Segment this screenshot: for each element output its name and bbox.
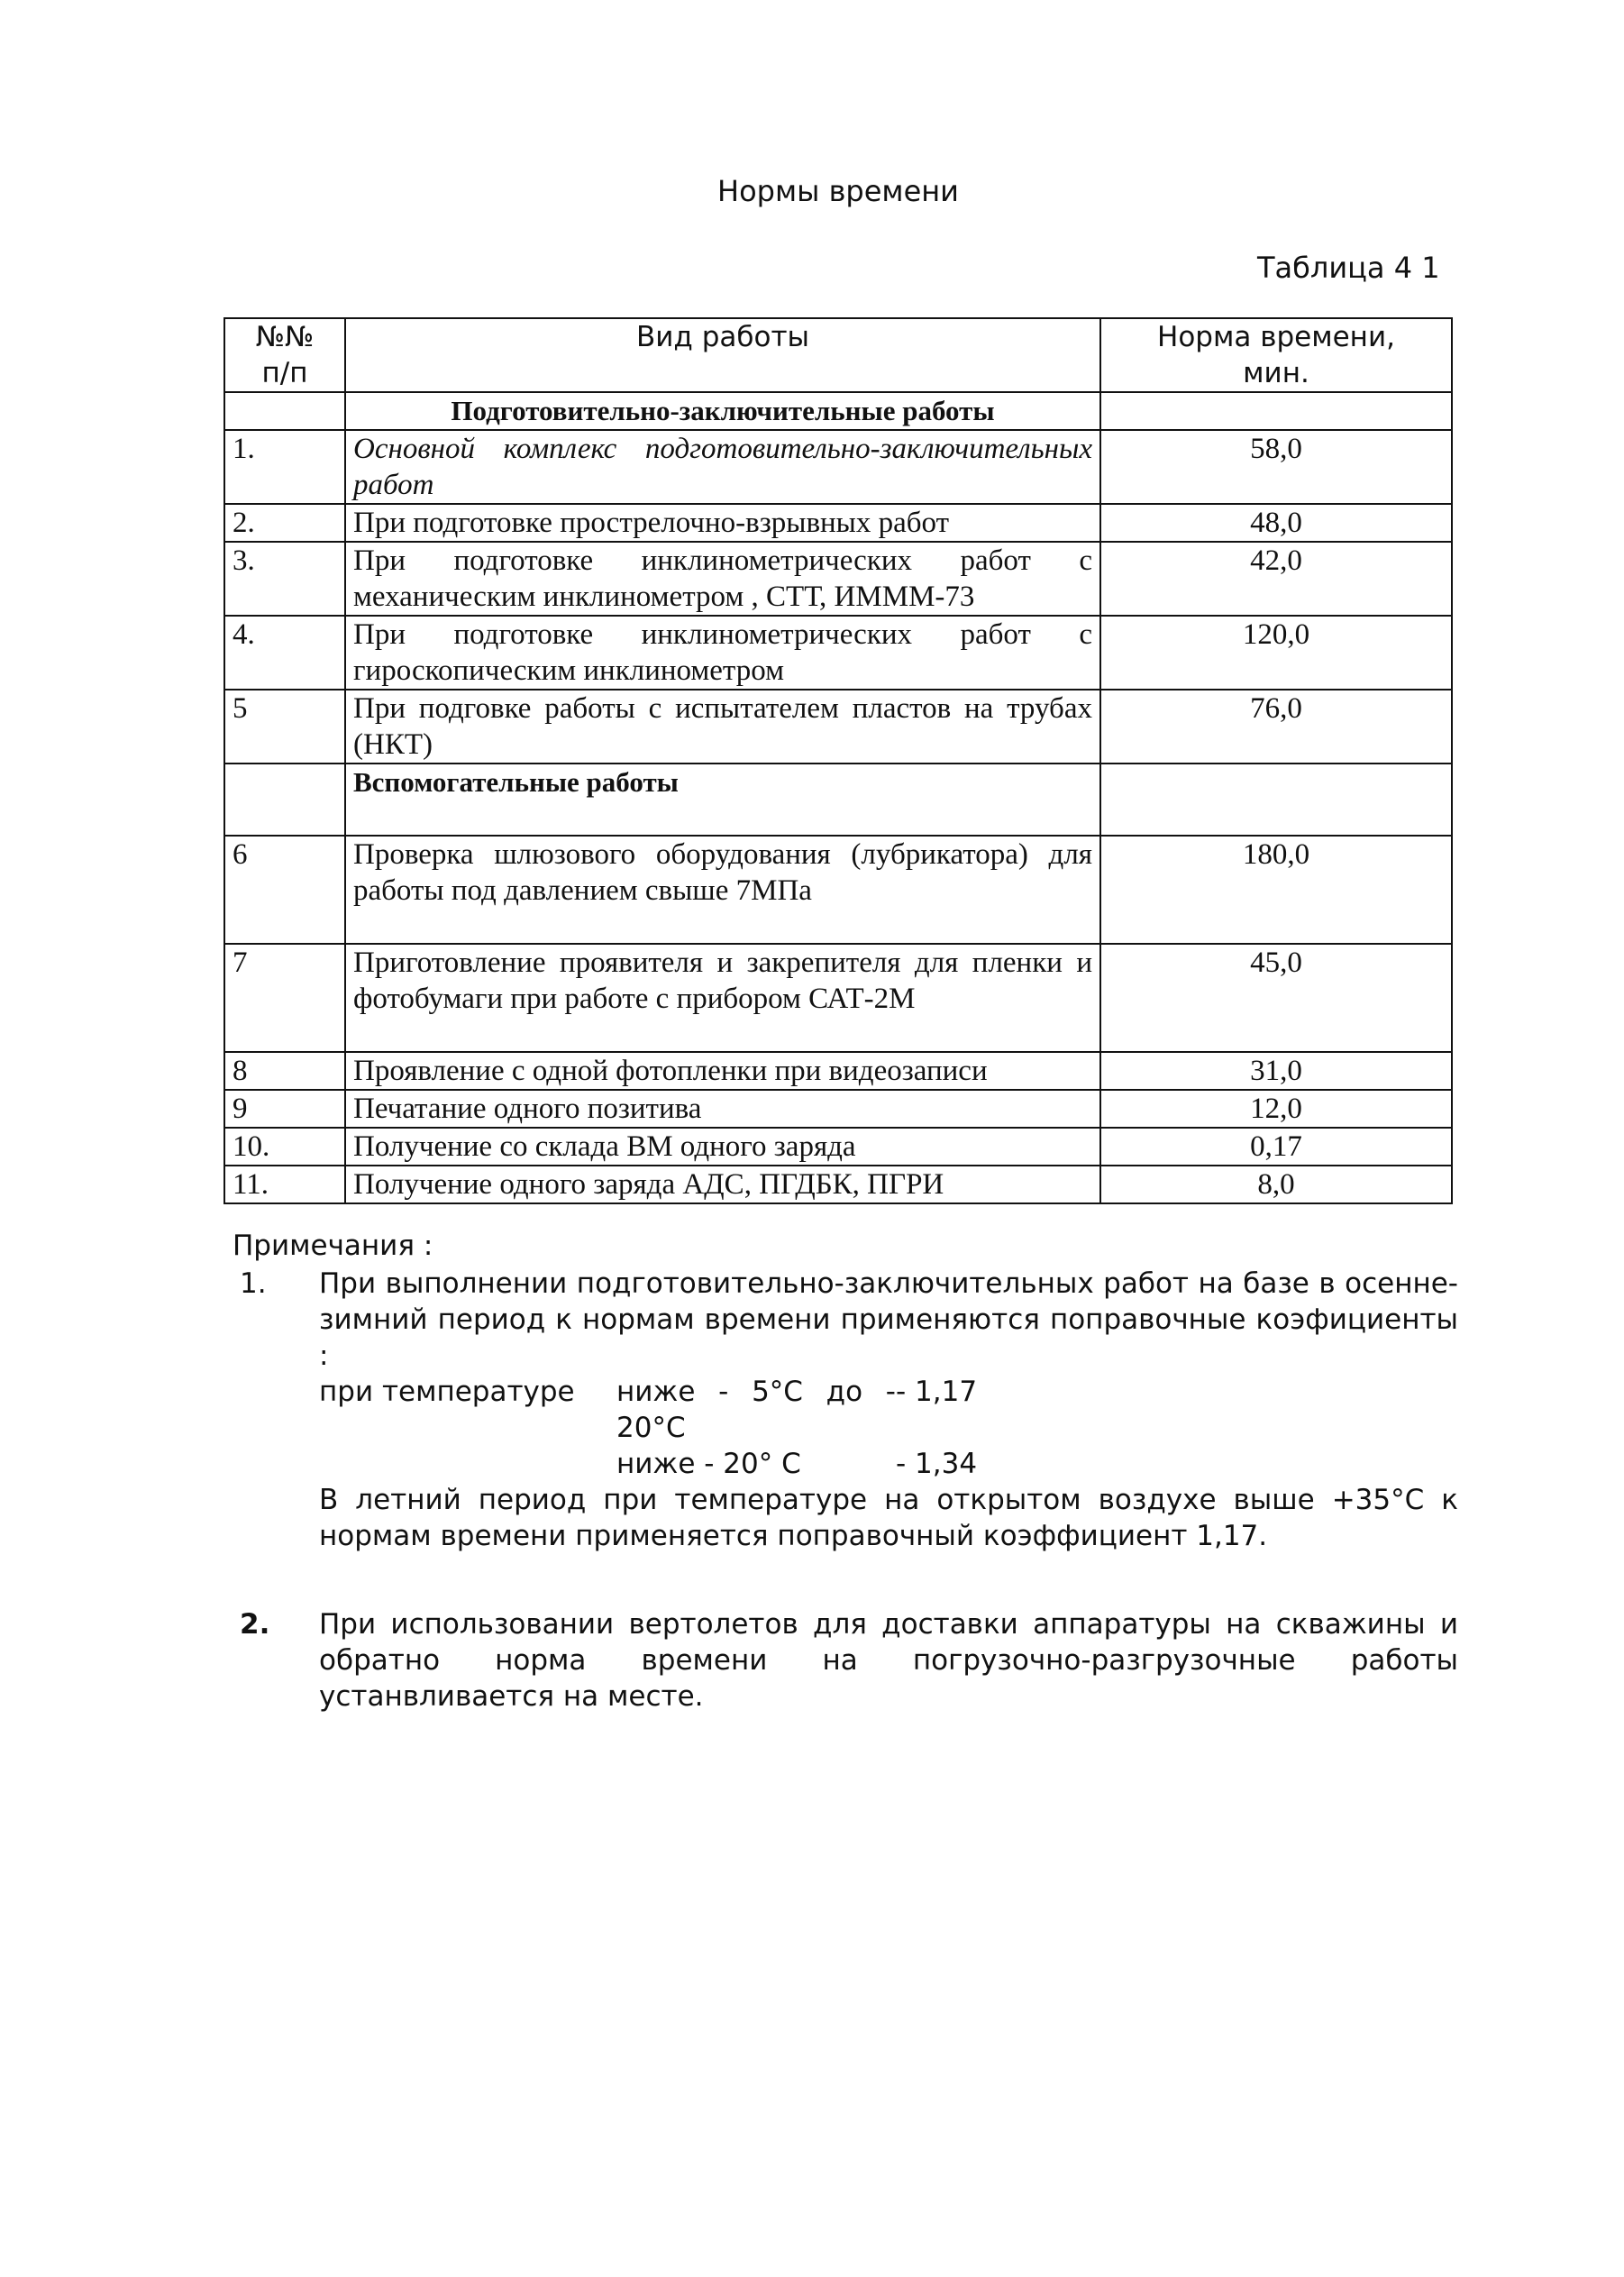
temperature-range: ниже - 5°С до - 20°С — [616, 1376, 896, 1444]
row-norm: 45,0 — [1100, 944, 1452, 1052]
row-norm: 31,0 — [1100, 1052, 1452, 1090]
row-work: Получение одного заряда АДС, ПГДБК, ПГРИ — [345, 1166, 1100, 1203]
section-empty-cell — [224, 764, 345, 836]
table-row — [224, 616, 1452, 690]
table-row — [224, 1052, 1452, 1090]
temperature-range: ниже - 20° С — [616, 1448, 801, 1480]
note-item — [233, 1606, 1458, 1715]
table-row — [224, 1090, 1452, 1128]
table-row — [224, 944, 1452, 1052]
row-work: При подготовке прострелочно-взрывных работ — [345, 504, 1100, 542]
row-num: 6 — [224, 836, 345, 944]
temperature-coefficients — [319, 1374, 1458, 1482]
time-norms-table — [224, 317, 1453, 1204]
row-norm: 8,0 — [1100, 1166, 1452, 1203]
temperature-coef: - 1,17 — [896, 1376, 978, 1408]
row-norm: 58,0 — [1100, 430, 1452, 504]
note-text: При использовании вертолетов для доставки аппаратуры на скважины и обратно норма времени на погрузочно-разгрузочные работы устанвливается на месте. — [319, 1608, 1458, 1713]
temperature-label: при температуре — [319, 1376, 575, 1408]
note-summer-text: В летний период при температуре на открытом воздухе выше +35°С к нормам времени применяется поправочный коэффициент 1,17. — [319, 1484, 1458, 1552]
row-work: Основной комплекс подготовительно-заключительных работ — [345, 430, 1100, 504]
section-row — [224, 764, 1452, 836]
table-header-row — [224, 318, 1452, 392]
table-row — [224, 542, 1452, 616]
row-num: 7 — [224, 944, 345, 1052]
header-work-text: Вид работы — [636, 321, 809, 353]
row-num: 5 — [224, 690, 345, 764]
section-empty-cell — [1100, 392, 1452, 430]
header-num-text: №№ п/п — [255, 321, 315, 389]
row-num: 4. — [224, 616, 345, 690]
row-num: 2. — [224, 504, 345, 542]
header-norm-text: Норма времени, мин. — [1157, 321, 1395, 389]
row-work: Приготовление проявителя и закрепителя для пленки и фотобумаги при работе с прибором САТ-2М — [345, 944, 1100, 1052]
row-norm: 0,17 — [1100, 1128, 1452, 1166]
row-num: 3. — [224, 542, 345, 616]
header-work — [345, 318, 1100, 392]
table-row — [224, 430, 1452, 504]
row-num: 10. — [224, 1128, 345, 1166]
row-norm: 42,0 — [1100, 542, 1452, 616]
temperature-spacer — [319, 1446, 616, 1482]
section-empty-cell — [1100, 764, 1452, 836]
row-work: Проверка шлюзового оборудования (лубрикатора) для работы под давлением свыше 7МПа — [345, 836, 1100, 944]
row-num: 9 — [224, 1090, 345, 1128]
row-norm: 120,0 — [1100, 616, 1452, 690]
row-work: Получение со склада ВМ одного заряда — [345, 1128, 1100, 1166]
spacer — [233, 1554, 1458, 1606]
row-work: При подготовке инклинометрических работ с гироскопическим инклинометром — [345, 616, 1100, 690]
note-number: 1. — [240, 1267, 267, 1300]
notes-heading: Примечания : — [233, 1230, 433, 1262]
table-row — [224, 690, 1452, 764]
row-work: Печатание одного позитива — [345, 1090, 1100, 1128]
section-empty-cell — [224, 392, 345, 430]
page-title: Нормы времени — [717, 174, 959, 208]
table-row — [224, 504, 1452, 542]
table-row — [224, 1166, 1452, 1203]
row-work: Проявление с одной фотопленки при видеозаписи — [345, 1052, 1100, 1090]
table-row — [224, 836, 1452, 944]
section-title: Вспомогательные работы — [345, 764, 1100, 836]
table-number: Таблица 4 1 — [1257, 251, 1440, 285]
note-number: 2. — [240, 1608, 270, 1641]
section-row — [224, 392, 1452, 430]
row-norm: 48,0 — [1100, 504, 1452, 542]
header-norm — [1100, 318, 1452, 392]
row-num: 1. — [224, 430, 345, 504]
row-work: При подготовке инклинометрических работ с механическим инклинометром , СТТ, ИМММ-73 — [345, 542, 1100, 616]
row-norm: 180,0 — [1100, 836, 1452, 944]
note-item — [233, 1266, 1458, 1554]
temperature-coef: - 1,34 — [896, 1448, 978, 1480]
row-num: 11. — [224, 1166, 345, 1203]
row-norm: 76,0 — [1100, 690, 1452, 764]
notes-block — [233, 1228, 1458, 1715]
section-title: Подготовительно-заключительные работы — [345, 392, 1100, 430]
table-row — [224, 1128, 1452, 1166]
note-text: При выполнении подготовительно-заключительных работ на базе в осенне-зимний период к нормам времени применяются поправочные коэфициенты : — [319, 1267, 1458, 1372]
row-work: При подговке работы с испытателем пластов на трубах (НКТ) — [345, 690, 1100, 764]
row-num: 8 — [224, 1052, 345, 1090]
row-norm: 12,0 — [1100, 1090, 1452, 1128]
header-num — [224, 318, 345, 392]
